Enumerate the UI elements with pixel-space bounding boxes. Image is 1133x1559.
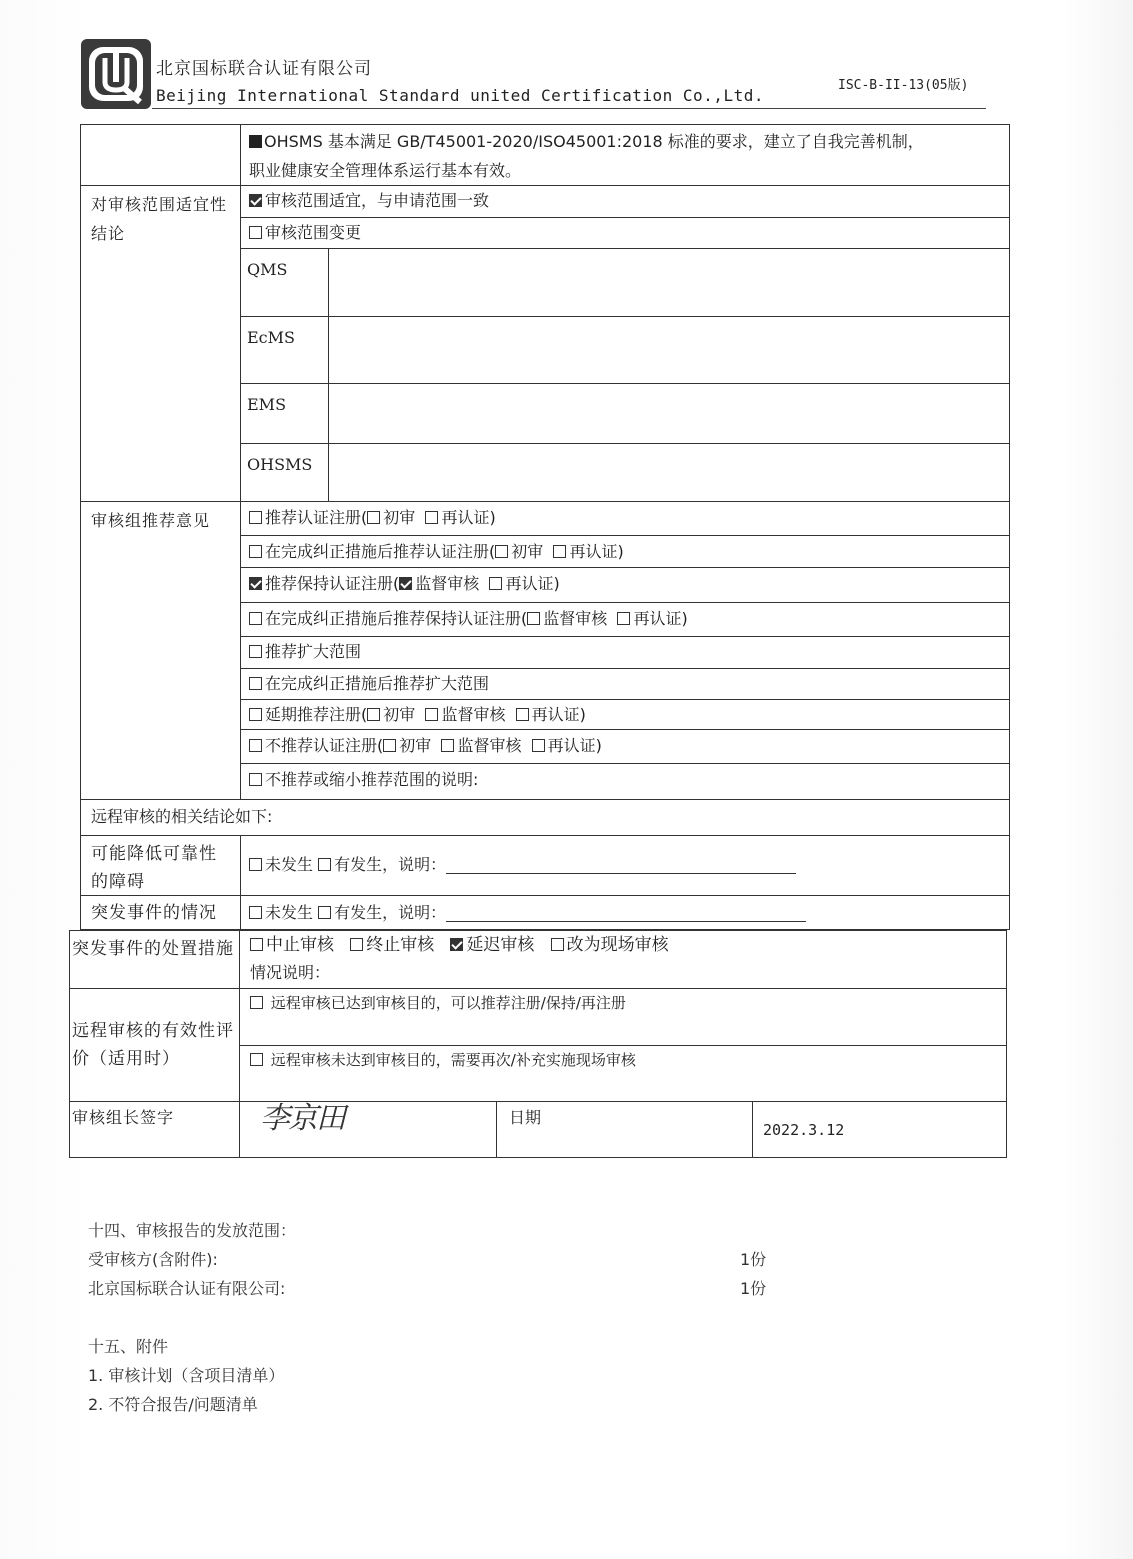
rec-item-expand[interactable]: 推荐扩大范围 [241, 636, 1009, 668]
emergency-explanation-field[interactable] [446, 904, 806, 922]
checked-checkbox-icon[interactable] [450, 938, 463, 951]
signature-row [70, 1101, 1006, 1157]
attachment-item: 2. 不符合报告/问题清单 [88, 1395, 258, 1414]
audit-conclusion-table [80, 124, 1010, 930]
recommendation-label: 审核组推荐意见 [81, 502, 241, 799]
checkbox-icon[interactable] [249, 906, 262, 919]
system-label-ems: EMS [241, 384, 329, 443]
checkbox-icon[interactable] [495, 545, 508, 558]
checkbox-icon[interactable] [249, 773, 262, 786]
system-label-qms: QMS [241, 249, 329, 316]
distribution-row [88, 1274, 767, 1303]
checkbox-icon[interactable] [425, 708, 438, 721]
obstacle-explanation-field[interactable] [446, 856, 796, 874]
checked-checkbox-icon[interactable] [249, 577, 262, 590]
date-value: 2022.3.12 [763, 1121, 845, 1139]
checkbox-icon[interactable] [617, 612, 630, 625]
scope-label: 对审核范围适宜性结论 [81, 186, 241, 501]
scope-option-suitable[interactable]: 审核范围适宜，与申请范围一致 [241, 186, 1009, 217]
document-code: ISC-B-II-13(05版) [838, 78, 969, 93]
checkbox-icon[interactable] [383, 739, 396, 752]
recommendation-section [81, 501, 1009, 799]
page-header [80, 38, 990, 113]
validity-row [70, 988, 1006, 1101]
validity-label: 远程审核的有效性评价（适用时） [70, 989, 240, 1101]
checkbox-icon[interactable] [249, 708, 262, 721]
header-divider [152, 108, 986, 109]
checkbox-icon[interactable] [250, 996, 263, 1009]
rec-item-maintain-after-correction[interactable]: 在完成纠正措施后推荐保持认证注册( 监督审核 再认证) [241, 602, 1009, 636]
checkbox-icon[interactable] [249, 739, 262, 752]
rec-item-not-certify[interactable]: 不推荐认证注册( 初审 监督审核 再认证) [241, 729, 1009, 763]
checkbox-icon[interactable] [516, 708, 529, 721]
company-logo-icon [80, 38, 152, 110]
remote-heading-row [81, 799, 1009, 835]
checkbox-icon[interactable] [367, 708, 380, 721]
checkbox-icon[interactable] [318, 858, 331, 871]
obstacle-row: 可能降低可靠性的障碍 未发生 有发生，说明： [81, 835, 1009, 895]
rec-item-defer[interactable]: 延期推荐注册( 初审 监督审核 再认证) [241, 699, 1009, 729]
empty-label-cell [81, 125, 241, 185]
checkbox-icon[interactable] [551, 938, 564, 951]
checkbox-icon[interactable] [553, 545, 566, 558]
company-name-en: Beijing International Standard united Certification Co.,Ltd. [156, 86, 764, 105]
checked-checkbox-icon[interactable] [399, 577, 412, 590]
checkbox-icon[interactable] [527, 612, 540, 625]
ohsms-conclusion-line2: 职业健康安全管理体系运行基本有效。 [249, 161, 522, 180]
measure-delay: 延迟审核 [466, 935, 535, 955]
measures-label: 突发事件的处置措施 [70, 931, 240, 988]
system-label-ohsms: OHSMS [241, 444, 329, 501]
system-label-ecms: EcMS [241, 317, 329, 383]
checked-checkbox-icon[interactable] [249, 194, 262, 207]
ohsms-conclusion-row [81, 125, 1009, 185]
checkbox-icon[interactable] [249, 545, 262, 558]
checkbox-icon[interactable] [249, 511, 262, 524]
date-label: 日期 [497, 1102, 753, 1157]
remote-heading: 远程审核的相关结论如下: [91, 807, 273, 826]
report-footer [88, 1216, 767, 1419]
checkbox-icon[interactable] [249, 226, 262, 239]
scope-system-row [241, 383, 1009, 443]
distribution-name: 北京国标联合认证有限公司: [88, 1279, 286, 1298]
checkbox-icon[interactable] [250, 1053, 263, 1066]
checkbox-icon[interactable] [318, 906, 331, 919]
checkbox-icon[interactable] [489, 577, 502, 590]
distribution-title: 十四、审核报告的发放范围： [88, 1221, 297, 1240]
handwritten-signature: 李京田 [260, 1101, 344, 1136]
validity-option-not-achieved[interactable]: 远程审核未达到审核目的，需要再次/补充实施现场审核 [240, 1045, 1006, 1101]
ohsms-conclusion-line1: OHSMS 基本满足 GB/T45001-2020/ISO45001:2018 标准的要求，建立了自我完善机制， [264, 132, 924, 151]
scope-system-row [241, 443, 1009, 501]
scope-option-change[interactable]: 审核范围变更 [241, 217, 1009, 248]
checkbox-icon[interactable] [249, 612, 262, 625]
measure-onsite: 改为现场审核 [566, 935, 669, 955]
scope-system-row [241, 316, 1009, 383]
checkbox-icon[interactable] [249, 677, 262, 690]
emergency-label: 突发事件的情况 [81, 896, 241, 929]
obstacle-label: 可能降低可靠性的障碍 [81, 836, 241, 895]
measure-terminate: 终止审核 [366, 935, 435, 955]
leader-sign-label: 审核组长签字 [70, 1102, 240, 1157]
filled-square-icon [249, 135, 262, 148]
checkbox-icon[interactable] [532, 739, 545, 752]
rec-item-certify[interactable]: 推荐认证注册( 初审 再认证) [241, 502, 1009, 535]
checkbox-icon[interactable] [441, 739, 454, 752]
measures-note: 情况说明： [250, 963, 331, 982]
checkbox-icon[interactable] [249, 858, 262, 871]
checkbox-icon[interactable] [367, 511, 380, 524]
company-name-cn: 北京国标联合认证有限公司 [156, 59, 372, 79]
rec-item-not-recommend-note[interactable]: 不推荐或缩小推荐范围的说明: [241, 763, 1009, 799]
scope-section [81, 185, 1009, 501]
measures-row [70, 931, 1006, 988]
emergency-row: 突发事件的情况 未发生 有发生，说明： [81, 895, 1009, 929]
checkbox-icon[interactable] [350, 938, 363, 951]
distribution-qty: 1份 [740, 1250, 767, 1269]
checkbox-icon[interactable] [425, 511, 438, 524]
leader-signature-cell[interactable] [240, 1102, 497, 1157]
checkbox-icon[interactable] [250, 938, 263, 951]
rec-item-expand-after-correction[interactable]: 在完成纠正措施后推荐扩大范围 [241, 668, 1009, 699]
distribution-row [88, 1245, 767, 1274]
distribution-name: 受审核方(含附件): [88, 1250, 218, 1269]
validity-option-achieved[interactable]: 远程审核已达到审核目的，可以推荐注册/保持/再注册 [240, 989, 1006, 1045]
attachments-title: 十五、附件 [88, 1337, 169, 1356]
rec-item-certify-after-correction[interactable]: 在完成纠正措施后推荐认证注册( 初审 再认证) [241, 535, 1009, 567]
attachment-item: 1. 审核计划（含项目清单） [88, 1366, 285, 1385]
scope-system-row [241, 248, 1009, 316]
checkbox-icon[interactable] [249, 645, 262, 658]
measure-suspend: 中止审核 [266, 935, 334, 955]
rec-item-maintain[interactable]: 推荐保持认证注册( 监督审核 再认证) [241, 567, 1009, 602]
distribution-qty: 1份 [740, 1279, 767, 1298]
remote-audit-table [69, 930, 1007, 1158]
